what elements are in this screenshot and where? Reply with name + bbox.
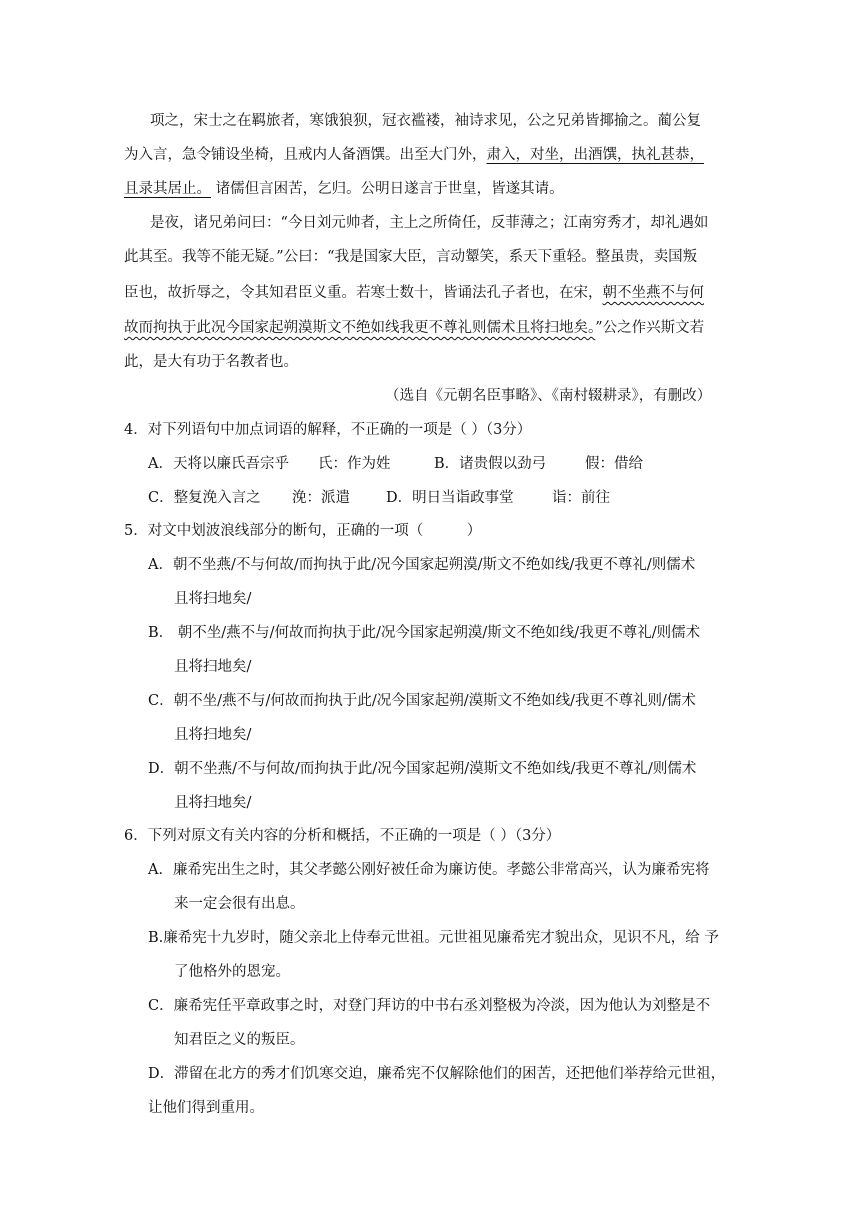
passage-p2-line-3 [124,283,704,303]
text: 为入言，急令铺设坐椅，且戒内人备酒馔。出至大门外， [124,147,487,163]
q6-option-b [148,928,719,948]
q6-option-b-cont [174,962,290,982]
text: 且将扫地矣/ [174,591,252,607]
passage-p1-line-3 [124,179,564,199]
text: 且将扫地矣/ [174,795,252,811]
underlined-sentence: 肃入，对坐，出酒馔，执礼甚恭， [486,147,704,163]
text: 让他们得到重用。 [148,1100,264,1116]
q5-option-c [148,691,696,711]
text: 且将扫地矣/ [174,727,252,743]
text: 假：借给 [585,456,643,472]
text: B.廉希宪十九岁时，随父亲北上侍奉元世祖。元世祖见廉希宪才貌出众，见识不凡，给 予 [148,930,719,946]
text: 诣：前往 [552,490,610,506]
q5-option-b-cont [174,657,251,677]
q6-option-a-cont [174,894,305,914]
q6-option-a [148,860,709,880]
text: C．廉希宪任平章政事之时，对登门拜访的中书右丞刘整极为冷淡，因为他认为刘整是不 [148,998,711,1014]
passage-p2-line-5 [124,352,298,372]
passage-source [385,386,711,406]
passage-p2-line-2 [124,247,697,267]
wavy-underlined-text: 朝不坐燕不与何 [602,285,704,301]
q4-stem [124,420,531,440]
passage-p1-line-1 [150,111,701,131]
q5-option-b [148,623,700,643]
text: D．朝不坐燕/不与何故/而拘执于此/况今国家起朔/漠斯文不绝如线/我更不尊礼/则儒术 [148,761,697,777]
source-text: （选自《元朝名臣事略》、《南村辍耕录》，有删改） [385,388,712,404]
text: A．天将以廉氏吾宗乎 [148,456,289,472]
q5-option-d-cont [174,793,251,813]
passage-p2-line-1 [150,213,708,233]
text: 知君臣之义的叛臣。 [174,1032,305,1048]
q4-option-a [148,454,289,474]
q4-option-c [148,488,261,508]
q6-option-c-cont [174,1030,305,1050]
text: 5．对文中划波浪线部分的断句，正确的一项（ ） [124,523,482,539]
text: 臣也，故折辱之，令其知君臣义重。若寒士数十，皆诵法孔子者也，在宋， [124,285,603,301]
q5-option-c-cont [174,725,251,745]
text: 了他格外的恩宠。 [174,964,290,980]
q5-option-a [148,555,695,575]
text: ”公之作兴斯文若 [595,320,705,336]
text: 此其至。我等不能无疑。”公曰：“我是国家大臣，言动颦笑，系天下重轻。整虽贵，卖国叛 [124,249,698,265]
text: 4．对下列语句中加点词语的解释，不正确的一项是（ ）（3分） [124,422,532,438]
q4-option-b-note [585,454,643,474]
text: A．廉希宪出生之时，其父孝懿公刚好被任命为廉访使。孝懿公非常高兴，认为廉希宪将 [148,862,710,878]
q5-stem [124,521,481,541]
q5-option-a-cont [174,589,251,609]
q6-option-d-cont [148,1098,264,1118]
q4-option-c-note [292,488,350,508]
text: C．朝不坐/燕不与/何故而拘执于此/况今国家起朔/漠斯文不绝如线/我更不尊礼则/儒术 [148,693,696,709]
q4-option-d [386,488,514,508]
text: 是夜，诸兄弟问曰：“今日刘元帅者，主上之所倚任，反菲薄之；江南穷秀才，却礼遇如 [150,215,709,231]
text: D．明日当诣政事堂 [386,490,514,506]
text: 此，是大有功于名教者也。 [124,354,298,370]
underlined-sentence: 且录其居止。 [124,181,211,197]
text: B．诸贵假以劲弓 [434,456,547,472]
q6-stem [124,826,560,846]
text: 诸儒但言困苦，乞归。公明日遂言于世皇，皆遂其请。 [211,181,564,197]
q5-option-d [148,759,696,779]
text: D．滞留在北方的秀才们饥寒交迫，廉希宪不仅解除他们的困苦，还把他们举荐给元世祖， [148,1066,726,1082]
text: 浼：派遣 [292,490,350,506]
q6-option-d [148,1064,725,1084]
text: B． 朝不坐/燕不与/何故而拘执于此/况今国家起朔漠/斯文不绝如线/我更不尊礼/则儒术 [148,625,701,641]
passage-p1-line-2 [124,145,704,165]
wavy-underlined-text: 故而拘执于此况今国家起朔漠斯文不绝如线我更不尊礼则儒术且将扫地矣。 [124,320,596,336]
text: 来一定会很有出息。 [174,896,305,912]
q6-option-c [148,996,710,1016]
q4-option-a-note [318,454,391,474]
q4-option-b [434,454,546,474]
text: C．整复浼入言之 [148,490,261,506]
passage-p2-line-4 [124,318,704,338]
text: 项之，宋士之在羁旅者，寒饿狼狈，冠衣褴褛，袖诗求见，公之兄弟皆揶揄之。蔺公复 [150,113,701,129]
q4-option-d-note [552,488,610,508]
text: 6．下列对原文有关内容的分析和概括，不正确的一项是（ ）（3分） [124,828,561,844]
text: A．朝不坐燕/不与何故/而拘执于此/况今国家起朔漠/斯文不绝如线/我更不尊礼/则儒术 [148,557,696,573]
text: 氏：作为姓 [318,456,391,472]
text: 且将扫地矣/ [174,659,252,675]
